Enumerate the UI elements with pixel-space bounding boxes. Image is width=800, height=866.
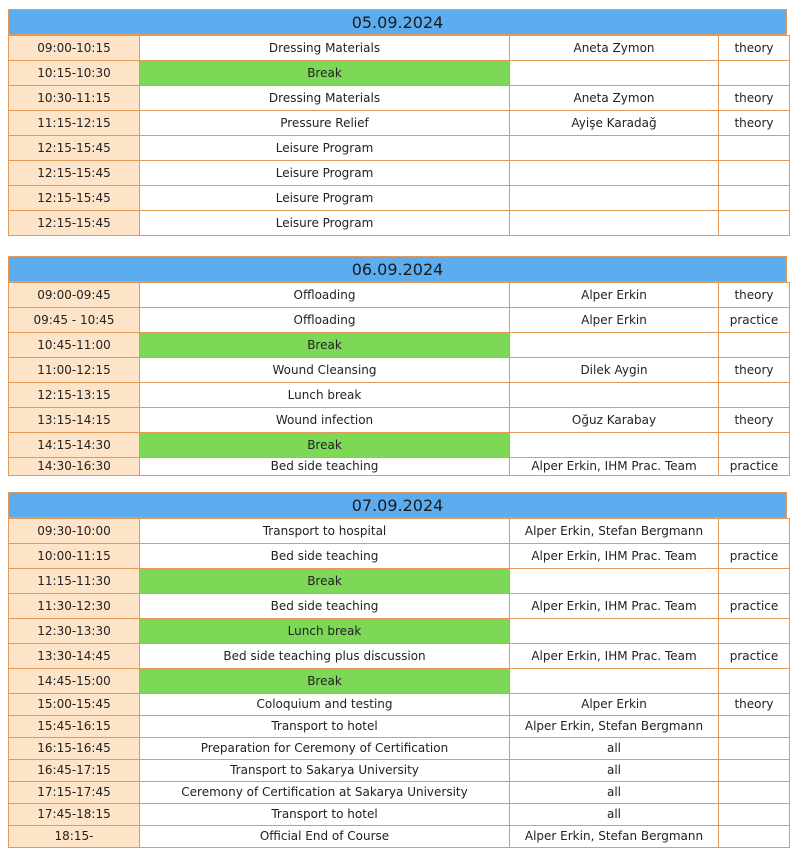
time-cell: 09:45 - 10:45 — [9, 308, 140, 333]
session-type-cell — [719, 383, 790, 408]
schedule-row — [9, 716, 790, 738]
time-cell: 18:15- — [9, 826, 140, 848]
schedule-table — [8, 282, 790, 476]
time-cell: 11:15-11:30 — [9, 569, 140, 594]
schedule-row — [9, 61, 790, 86]
lecturer-cell: Alper Erkin — [510, 308, 719, 333]
lecturer-cell — [510, 333, 719, 358]
day-block-1 — [8, 9, 787, 236]
time-cell: 13:30-14:45 — [9, 644, 140, 669]
time-cell: 12:15-15:45 — [9, 161, 140, 186]
schedule-row — [9, 804, 790, 826]
schedule-row — [9, 136, 790, 161]
lecturer-cell — [510, 669, 719, 694]
session-type-cell: practice — [719, 594, 790, 619]
topic-cell: Official End of Course — [140, 826, 510, 848]
schedule-row — [9, 519, 790, 544]
day-block-2 — [8, 256, 787, 476]
topic-cell: Pressure Relief — [140, 111, 510, 136]
schedule-row — [9, 333, 790, 358]
session-type-cell — [719, 61, 790, 86]
schedule-row — [9, 782, 790, 804]
lecturer-cell: Dilek Aygin — [510, 358, 719, 383]
schedule-table — [8, 35, 790, 236]
session-type-cell — [719, 669, 790, 694]
time-cell: 16:15-16:45 — [9, 738, 140, 760]
session-type-cell: practice — [719, 644, 790, 669]
schedule-row — [9, 544, 790, 569]
day-block-3 — [8, 492, 787, 848]
topic-cell: Lunch break — [140, 383, 510, 408]
topic-cell: Leisure Program — [140, 186, 510, 211]
schedule-row — [9, 569, 790, 594]
lecturer-cell: Alper Erkin, Stefan Bergmann — [510, 519, 719, 544]
session-type-cell: theory — [719, 358, 790, 383]
topic-cell: Transport to hotel — [140, 804, 510, 826]
time-cell: 15:45-16:15 — [9, 716, 140, 738]
schedule-row — [9, 619, 790, 644]
break-cell: Lunch break — [140, 619, 510, 644]
schedule-row — [9, 383, 790, 408]
session-type-cell: practice — [719, 308, 790, 333]
session-type-cell: theory — [719, 111, 790, 136]
lecturer-cell: Ayişe Karadağ — [510, 111, 719, 136]
session-type-cell — [719, 826, 790, 848]
day-date-header: 07.09.2024 — [8, 492, 787, 518]
session-type-cell — [719, 738, 790, 760]
topic-cell: Bed side teaching — [140, 458, 510, 476]
session-type-cell: theory — [719, 408, 790, 433]
topic-cell: Transport to hospital — [140, 519, 510, 544]
time-cell: 13:15-14:15 — [9, 408, 140, 433]
break-cell: Break — [140, 433, 510, 458]
lecturer-cell — [510, 211, 719, 236]
break-cell: Break — [140, 61, 510, 86]
topic-cell: Leisure Program — [140, 136, 510, 161]
session-type-cell — [719, 433, 790, 458]
session-type-cell: practice — [719, 544, 790, 569]
lecturer-cell: Alper Erkin, Stefan Bergmann — [510, 716, 719, 738]
time-cell: 11:00-12:15 — [9, 358, 140, 383]
session-type-cell — [719, 136, 790, 161]
schedule-row — [9, 433, 790, 458]
lecturer-cell — [510, 619, 719, 644]
schedule-row — [9, 308, 790, 333]
topic-cell: Leisure Program — [140, 161, 510, 186]
topic-cell: Transport to hotel — [140, 716, 510, 738]
session-type-cell — [719, 161, 790, 186]
lecturer-cell: all — [510, 760, 719, 782]
lecturer-cell: Alper Erkin — [510, 283, 719, 308]
lecturer-cell: Aneta Zymon — [510, 86, 719, 111]
break-cell: Break — [140, 669, 510, 694]
time-cell: 12:15-15:45 — [9, 211, 140, 236]
schedule-row — [9, 161, 790, 186]
topic-cell: Bed side teaching — [140, 544, 510, 569]
topic-cell: Wound infection — [140, 408, 510, 433]
break-cell: Break — [140, 569, 510, 594]
time-cell: 09:00-10:15 — [9, 36, 140, 61]
time-cell: 12:15-15:45 — [9, 136, 140, 161]
time-cell: 09:00-09:45 — [9, 283, 140, 308]
lecturer-cell — [510, 161, 719, 186]
session-type-cell — [719, 782, 790, 804]
lecturer-cell: Alper Erkin — [510, 694, 719, 716]
topic-cell: Bed side teaching — [140, 594, 510, 619]
schedule-table — [8, 518, 790, 848]
day-date-header: 05.09.2024 — [8, 9, 787, 35]
time-cell: 14:15-14:30 — [9, 433, 140, 458]
time-cell: 16:45-17:15 — [9, 760, 140, 782]
session-type-cell: practice — [719, 458, 790, 476]
lecturer-cell: Alper Erkin, IHM Prac. Team — [510, 644, 719, 669]
time-cell: 10:45-11:00 — [9, 333, 140, 358]
lecturer-cell — [510, 61, 719, 86]
session-type-cell — [719, 519, 790, 544]
time-cell: 12:30-13:30 — [9, 619, 140, 644]
schedule-row — [9, 358, 790, 383]
session-type-cell: theory — [719, 283, 790, 308]
lecturer-cell: all — [510, 782, 719, 804]
topic-cell: Bed side teaching plus discussion — [140, 644, 510, 669]
lecturer-cell: Oğuz Karabay — [510, 408, 719, 433]
schedule-row — [9, 283, 790, 308]
schedule-row — [9, 760, 790, 782]
session-type-cell — [719, 716, 790, 738]
topic-cell: Offloading — [140, 283, 510, 308]
lecturer-cell: Alper Erkin, IHM Prac. Team — [510, 594, 719, 619]
session-type-cell — [719, 804, 790, 826]
day-date-header: 06.09.2024 — [8, 256, 787, 282]
session-type-cell — [719, 211, 790, 236]
time-cell: 15:00-15:45 — [9, 694, 140, 716]
time-cell: 14:45-15:00 — [9, 669, 140, 694]
schedule-row — [9, 458, 790, 476]
schedule-row — [9, 111, 790, 136]
session-type-cell: theory — [719, 694, 790, 716]
schedule-row — [9, 594, 790, 619]
session-type-cell — [719, 760, 790, 782]
topic-cell: Ceremony of Certification at Sakarya University — [140, 782, 510, 804]
topic-cell: Offloading — [140, 308, 510, 333]
lecturer-cell: all — [510, 738, 719, 760]
time-cell: 17:15-17:45 — [9, 782, 140, 804]
topic-cell: Wound Cleansing — [140, 358, 510, 383]
schedule-row — [9, 186, 790, 211]
lecturer-cell — [510, 136, 719, 161]
schedule-row — [9, 86, 790, 111]
schedule-row — [9, 644, 790, 669]
lecturer-cell: Aneta Zymon — [510, 36, 719, 61]
schedule-row — [9, 694, 790, 716]
break-cell: Break — [140, 333, 510, 358]
schedule-row — [9, 211, 790, 236]
topic-cell: Coloquium and testing — [140, 694, 510, 716]
session-type-cell — [719, 619, 790, 644]
lecturer-cell: Alper Erkin, Stefan Bergmann — [510, 826, 719, 848]
topic-cell: Transport to Sakarya University — [140, 760, 510, 782]
schedule-row — [9, 826, 790, 848]
lecturer-cell — [510, 433, 719, 458]
time-cell: 10:30-11:15 — [9, 86, 140, 111]
lecturer-cell — [510, 186, 719, 211]
lecturer-cell: all — [510, 804, 719, 826]
lecturer-cell — [510, 383, 719, 408]
topic-cell: Leisure Program — [140, 211, 510, 236]
lecturer-cell: Alper Erkin, IHM Prac. Team — [510, 544, 719, 569]
session-type-cell — [719, 333, 790, 358]
time-cell: 10:15-10:30 — [9, 61, 140, 86]
time-cell: 17:45-18:15 — [9, 804, 140, 826]
time-cell: 10:00-11:15 — [9, 544, 140, 569]
schedule-row — [9, 408, 790, 433]
schedule-row — [9, 36, 790, 61]
time-cell: 11:15-12:15 — [9, 111, 140, 136]
session-type-cell: theory — [719, 36, 790, 61]
schedule-row — [9, 738, 790, 760]
time-cell: 12:15-15:45 — [9, 186, 140, 211]
time-cell: 11:30-12:30 — [9, 594, 140, 619]
session-type-cell — [719, 569, 790, 594]
time-cell: 09:30-10:00 — [9, 519, 140, 544]
schedule-row — [9, 669, 790, 694]
time-cell: 14:30-16:30 — [9, 458, 140, 476]
topic-cell: Preparation for Ceremony of Certification — [140, 738, 510, 760]
session-type-cell: theory — [719, 86, 790, 111]
topic-cell: Dressing Materials — [140, 86, 510, 111]
session-type-cell — [719, 186, 790, 211]
topic-cell: Dressing Materials — [140, 36, 510, 61]
lecturer-cell — [510, 569, 719, 594]
time-cell: 12:15-13:15 — [9, 383, 140, 408]
lecturer-cell: Alper Erkin, IHM Prac. Team — [510, 458, 719, 476]
